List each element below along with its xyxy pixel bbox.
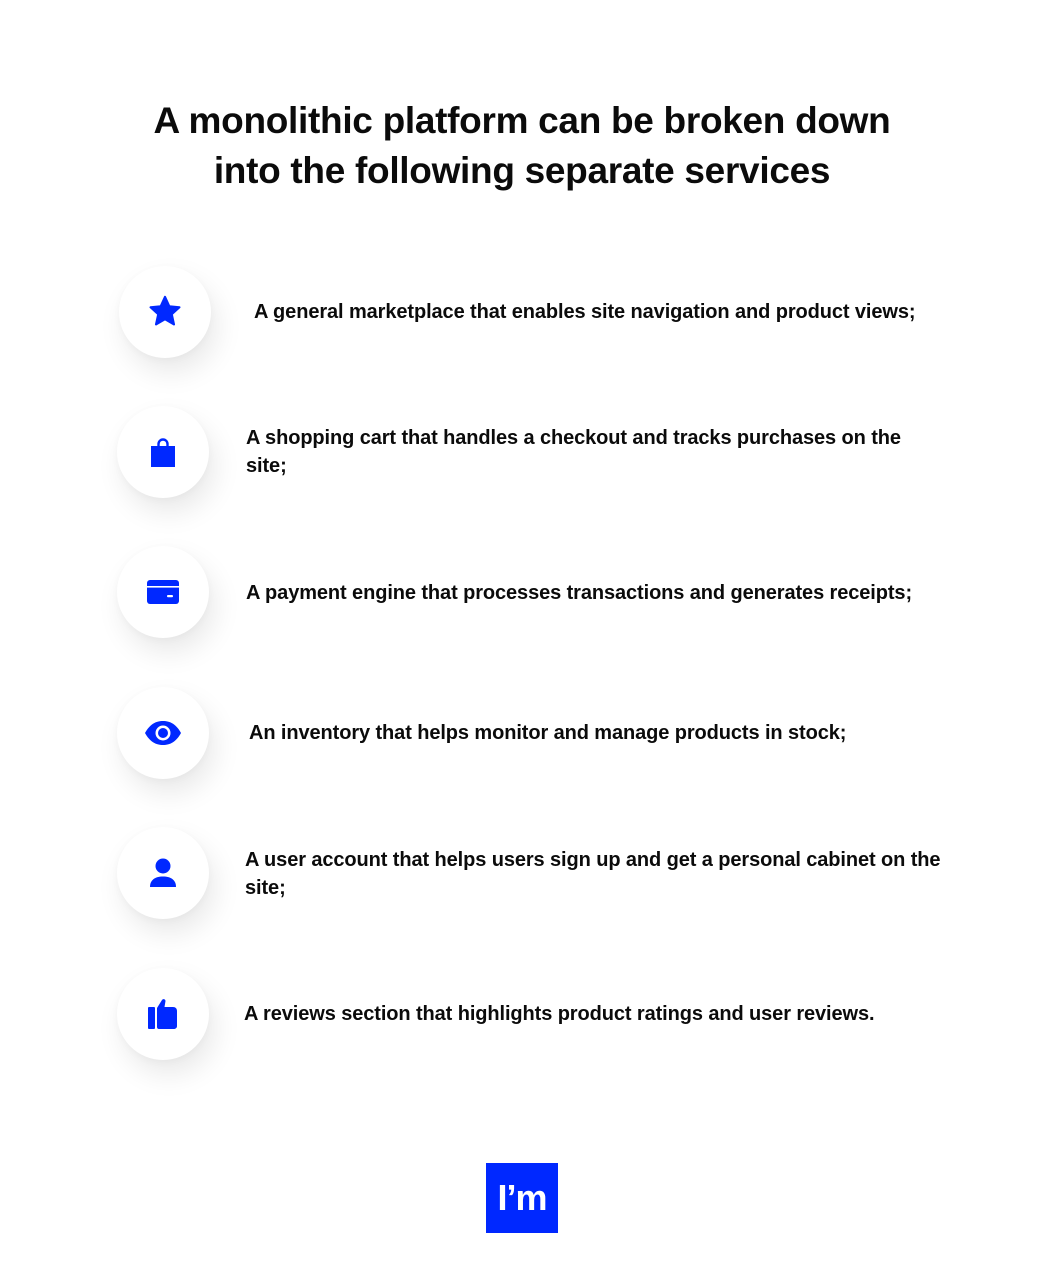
service-label: A payment engine that processes transactions and generates receipts; [246, 582, 913, 604]
service-item-payment [0, 546, 1044, 642]
service-item-user-account [0, 827, 1044, 923]
icon-circle [117, 406, 209, 498]
service-label: A shopping cart that handles a checkout and tracks purchases on the site; [246, 427, 901, 477]
user-icon [149, 858, 177, 888]
shopping-bag-icon [149, 437, 177, 467]
service-item-marketplace [0, 266, 1044, 362]
title-line-1: A monolithic platform can be broken down [153, 100, 891, 141]
icon-circle [117, 827, 209, 919]
service-label: A user account that helps users sign up and get a personal cabinet on the site; [245, 849, 941, 899]
credit-card-icon [147, 580, 179, 604]
service-label: A general marketplace that enables site navigation and product views; [254, 301, 916, 323]
service-item-shopping-cart [0, 406, 1044, 502]
logo-text: I’m [497, 1177, 547, 1218]
icon-circle [119, 266, 211, 358]
eye-icon [144, 721, 182, 745]
icon-circle [117, 546, 209, 638]
star-icon [147, 295, 183, 329]
page-title [0, 96, 1044, 196]
service-label: An inventory that helps monitor and manage products in stock; [249, 722, 847, 744]
service-label: A reviews section that highlights product ratings and user reviews. [244, 1003, 875, 1025]
service-item-reviews [0, 968, 1044, 1064]
icon-circle [117, 968, 209, 1060]
title-line-2: into the following separate services [213, 150, 831, 191]
brand-logo [486, 1163, 558, 1233]
service-item-inventory [0, 687, 1044, 783]
thumbs-up-icon [148, 998, 178, 1030]
icon-circle [117, 687, 209, 779]
